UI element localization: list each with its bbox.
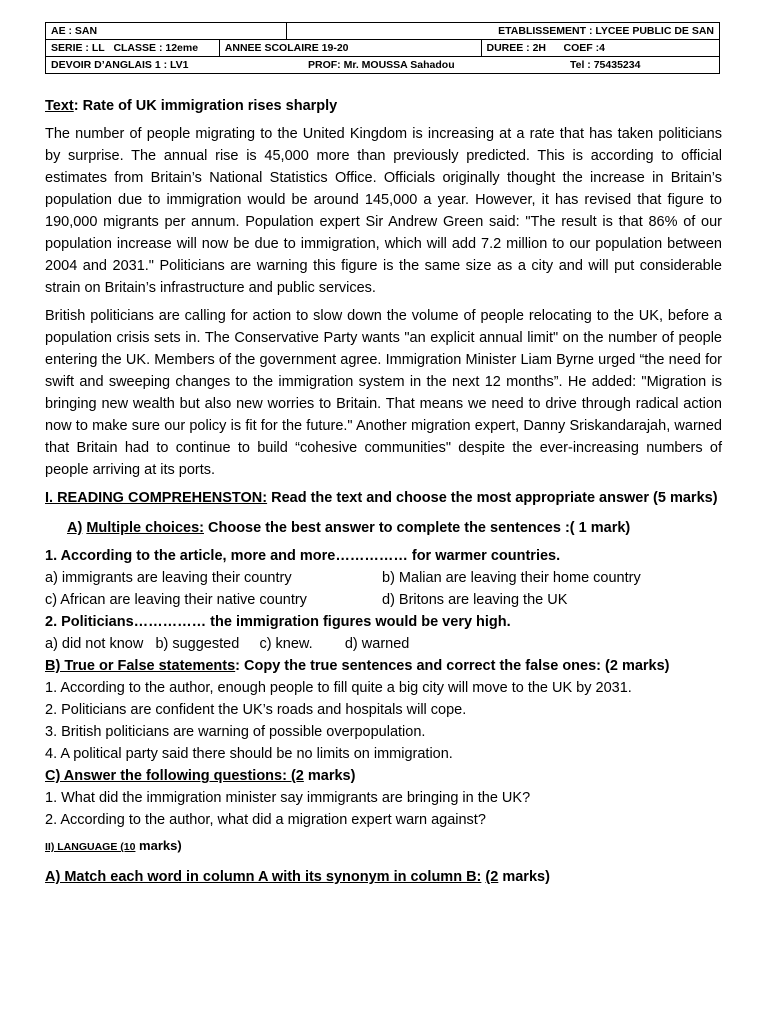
paragraph-2: British politicians are calling for action to slow down the volume of people relocating to the UK, before a population crisis sets in. The Conservative Party wants "an explicit annual limit" on the number of people entering the UK. Members of the government agree. Immigration Minister Liam Byrne urged “the need for swift and sweeping changes to the immigration system in the next 12 months”. He added: "Migration is bringing new wealth but also new worries to Britain. That means we need to drive through radical action now to make sure our policy is fit for the future." Another migration expert, Danny Sriskandarajah, warned that Britain had to continue to build “cohesive communities" despite the ever-increasing numbers of people arriving at its ports. — [45, 308, 722, 478]
header-etablissement: ETABLISSEMENT : LYCEE PUBLIC DE SAN — [287, 23, 720, 40]
paragraph-1: The number of people migrating to the United Kingdom is increasing at a rate that has taken politicians by surprise. The annual rise is 45,000 more than previously predicted. This is according to official estimates from Britain’s National Statistics Office. Officials originally thought the increase in Britain’s population due to immigration would be around 145,000 a year. However, it has revised that figure to 190,000 migrants per annum. Population expert Sir Andrew Green said: "The result is that 86% of our population increase will now be due to immigration, which will add 7.2 million to our population between 2004 and 2031." Politicians are warning this figure is the same size as a city and will put considerable strain on Britain’s infrastructure and public services. — [45, 126, 722, 296]
q1-options-row-2 — [45, 589, 722, 611]
part-c-item: 2. According to the author, what did a migration expert warn against? — [45, 812, 486, 828]
match-heading: A) Match each word in column A with its synonym in column B: (2 marks) — [45, 869, 550, 885]
q2-question: 2. Politicians…………… the immigration figures would be very high. — [45, 614, 511, 630]
header-row-1 — [46, 23, 720, 40]
text-label: Text — [45, 98, 74, 114]
q2-option-c: c) knew. — [259, 636, 313, 652]
part-c-item: 1. What did the immigration minister say immigrants are bringing in the UK? — [45, 790, 531, 806]
q2-option-b: b) suggested — [155, 636, 240, 652]
part-c-heading: C) Answer the following questions: (2 marks) — [45, 768, 356, 784]
q2-options — [45, 633, 722, 655]
header-row-2 — [46, 40, 720, 57]
q2-option-d: d) warned — [344, 636, 410, 652]
q1-option-a: a) immigrants are leaving their country — [45, 570, 292, 586]
part-a-heading: A) Multiple choices: Choose the best answer to complete the sentences :( 1 mark) — [67, 520, 631, 536]
header-ae: AE : SAN — [46, 23, 287, 40]
q1-option-c: c) African are leaving their native country — [45, 592, 307, 608]
part-b-heading: B) True or False statements: Copy the true sentences and correct the false ones: (2 marks) — [45, 658, 670, 674]
header-row-3 — [46, 57, 720, 74]
header-annee: ANNEE SCOLAIRE 19-20 — [219, 40, 481, 57]
q1-option-d: d) Britons are leaving the UK — [382, 592, 568, 608]
part-b-item: 4. A political party said there should be no limits on immigration. — [45, 746, 453, 762]
header-duree-coef: DUREE : 2H COEF :4 — [481, 40, 720, 57]
language-heading: II) LANGUAGE (10 marks) — [45, 838, 182, 853]
part-b-item: 2. Politicians are confident the UK’s roads and hospitals will cope. — [45, 702, 467, 718]
header-serie-classe: SERIE : LL CLASSE : 12eme — [46, 40, 220, 57]
q1-question: 1. According to the article, more and more…………… for warmer countries. — [45, 548, 561, 564]
q1-option-b: b) Malian are leaving their home country — [382, 570, 641, 586]
q1-options-row-1 — [45, 567, 722, 589]
text-title — [45, 95, 722, 117]
part-b-item: 3. British politicians are warning of possible overpopulation. — [45, 724, 426, 740]
exam-content — [45, 95, 722, 888]
part-b-item: 1. According to the author, enough people to fill quite a big city will move to the UK by 2031. — [45, 680, 632, 696]
q2-option-a: a) did not know — [45, 636, 144, 652]
exam-header-table — [45, 22, 720, 74]
reading-heading: I. READING COMPREHENSTON: Read the text and choose the most appropriate answer (5 marks) — [45, 490, 718, 506]
header-devoir-prof-tel: DEVOIR D’ANGLAIS 1 : LV1 PROF: Mr. MOUSSA Sahadou Tel : 75435234 — [46, 57, 720, 74]
text-title-value: : Rate of UK immigration rises sharply — [73, 98, 338, 114]
